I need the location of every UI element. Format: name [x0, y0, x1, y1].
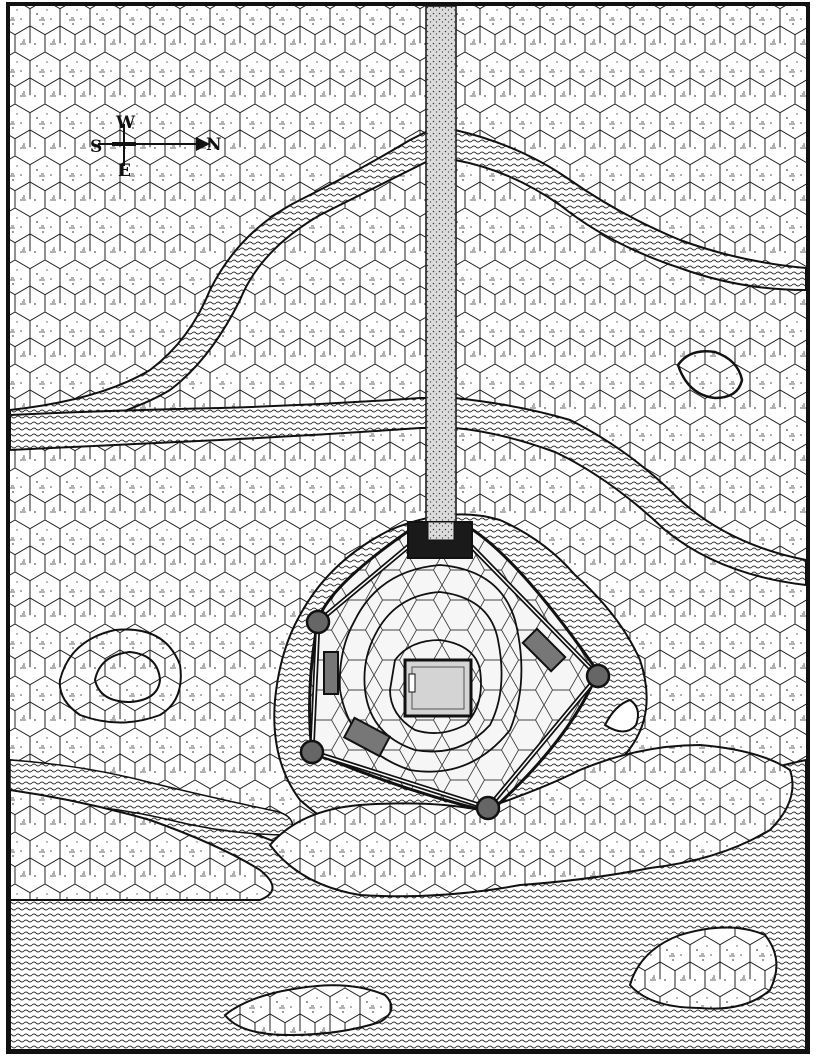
- compass-label-north: N: [206, 135, 222, 155]
- tower-west: [307, 611, 329, 633]
- compass-label-south: S: [90, 137, 103, 157]
- tower-south: [301, 741, 323, 763]
- road: [426, 6, 456, 528]
- compass-label-east: E: [118, 161, 131, 181]
- compass-label-west: W: [116, 113, 136, 133]
- building-barracks: [324, 652, 338, 694]
- gate-arch: [428, 522, 454, 540]
- tower-northeast: [587, 665, 609, 687]
- tower-east: [477, 797, 499, 819]
- keep-stair: [409, 674, 415, 692]
